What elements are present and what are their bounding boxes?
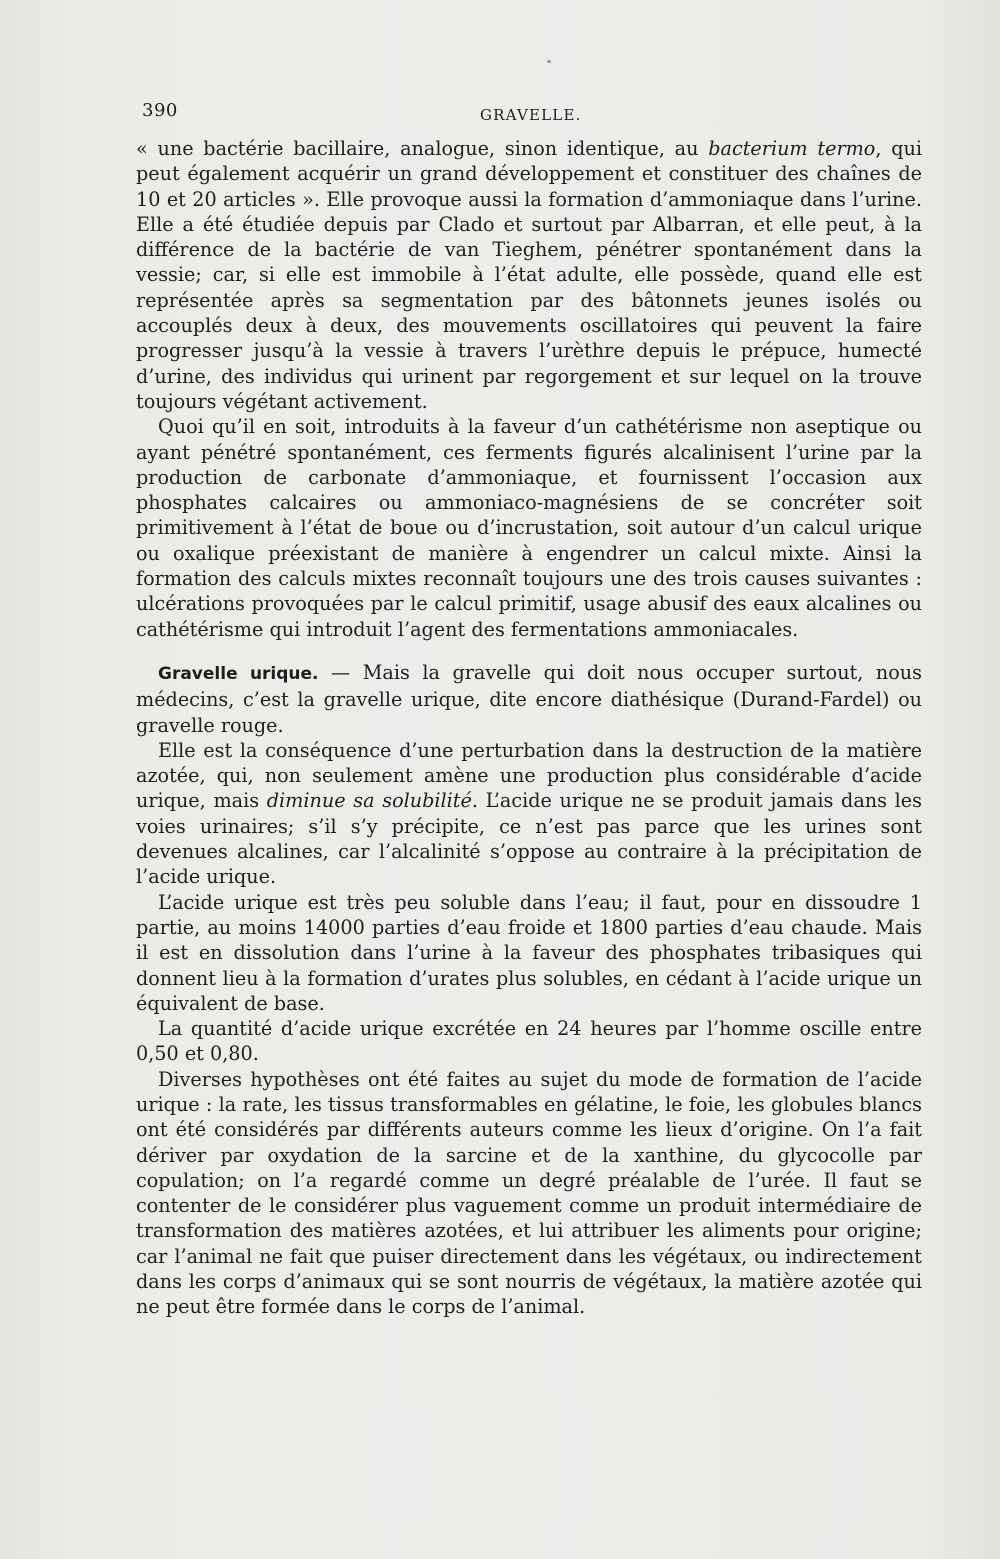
paragraph-section — [136, 660, 922, 738]
paragraph: L’acide urique est très peu soluble dans l’eau; il faut, pour en dissoudre 1 partie, au moins 14000 parties d’eau froide et 1800 parties d’eau chaude. Mais il est en dissolution dans l’urine à la faveur des phosphates tribasiques qui donnent lieu à la formation d’urates plus solubles, en cédant à l’acide urique un équivalent de base. — [136, 890, 922, 1015]
section-heading: Gravelle urique. — [158, 663, 319, 684]
body-text — [136, 136, 922, 1320]
running-title: GRAVELLE. — [480, 106, 582, 124]
text-run: , qui peut également acquérir un grand développement et constituer des chaînes de 10 et 20 articles ». Elle provoque aussi la formation d’ammoniaque dans l’urine. Elle a été étudiée depuis par Clado et surtout par Albarran, et elle peut, à la différence de la bactérie de van Tieghem, pénétrer spontanément dans la vessie; car, si elle est immobile à l’état adulte, elle possède, quand elle est représentée après sa segmentation par des bâtonnets jeunes isolés ou accouplés deux à deux, des mouvements oscillatoires qui peuvent la faire progresser jusqu’à la vessie à travers l’urèthre depuis le prépuce, humecté d’urine, des individus qui urinent par regorgement et sur lequel on la trouve toujours végétant activement. — [136, 137, 923, 413]
page-header — [142, 100, 882, 130]
text-run: . L’acide urique ne se produit jamais dans les voies urinaires; s’il s’y précipite, ce n’est pas parce que les urines sont devenues alcalines, car l’alcalinité s’oppose au contraire à la précipitation de l’acide urique. — [136, 789, 922, 889]
text-run: Elle est la conséquence d’une perturbation dans la destruction de la matière azotée, qui, non seulement amène une production plus considérable d’acide urique, mais — [136, 738, 922, 813]
text-run: — Mais la gravelle qui doit nous occuper surtout, nous médecins, c’est la gravelle urique, dite encore diathésique (Durand-Fardel) ou gravelle rouge. — [136, 660, 922, 737]
paragraph: La quantité d’acide urique excrétée en 24 heures par l’homme oscille entre 0,50 et 0,80. — [136, 1017, 922, 1066]
paragraph — [136, 738, 922, 890]
print-speck — [547, 60, 551, 63]
paragraph: Quoi qu’il en soit, introduits à la faveur d’un cathétérisme non aseptique ou ayant pénétré spontanément, ces ferments figurés alcalinisent l’urine par la production de carbonate d’ammoniaque, et fournissent l’occasion aux phosphates calcaires ou ammoniaco-magnésiens de se concréter soit primitivement à l’état de boue ou d’incrustation, soit autour d’un calcul urique ou oxalique préexistant de manière à engendrer un calcul mixte. Ainsi la formation des calculs mixtes reconnaît toujours une des trois causes suivantes : ulcérations provoquées par le calcul primitif, usage abusif des eaux alcalines ou cathétérisme qui introduit l’agent des fermentations ammoniacales. — [136, 415, 922, 641]
page-number: 390 — [142, 100, 178, 121]
paragraph: Diverses hypothèses ont été faites au sujet du mode de formation de l’acide urique : la rate, les tissus transformables en gélatine, le foie, les globules blancs ont été considérés par différents auteurs comme les lieux d’origine. On l’a fait dériver par oxydation de la sarcine et de la xanthine, du glycocolle par copulation; on l’a regardé comme un degré préalable de l’urée. Il faut se contenter de le considérer plus vaguement comme un produit intermédiaire de transformation des matières azotées, et lui attribuer les aliments pour origine; car l’animal ne fait que puiser directement dans les végétaux, ou indirectement dans les corps d’animaux qui se sont nourris de végétaux, la matière azotée qui ne peut être formée dans le corps de l’animal. — [136, 1067, 922, 1319]
italic-phrase: diminue sa solubilité — [266, 789, 472, 813]
italic-term: bacterium termo — [708, 137, 876, 160]
paragraph-continued — [136, 136, 922, 414]
text-run: « une bactérie bacillaire, analogue, sinon identique, au — [136, 137, 709, 160]
